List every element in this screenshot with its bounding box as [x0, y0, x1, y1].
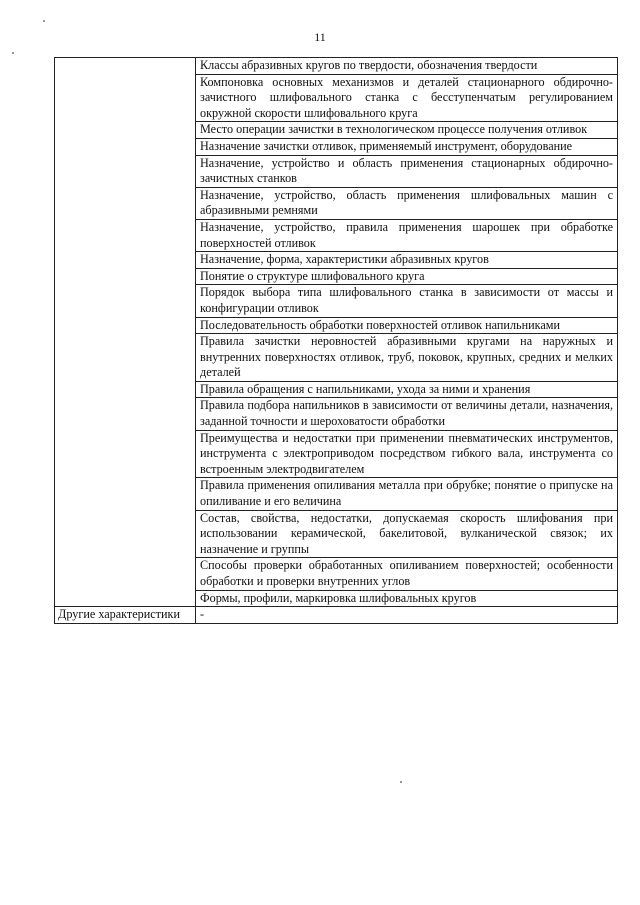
- requirement-item: Правила обращения с напильниками, ухода за ними и хранения: [196, 381, 618, 398]
- requirement-item: Назначение, устройство, область применения шлифовальных машин с абразивными ремнями: [196, 187, 618, 219]
- table-row-other: [55, 607, 618, 624]
- requirement-item: Правила зачистки неровностей абразивными кругами на наружных и внутренних поверхностях отливок, труб, поковок, крупных, средних и мелких деталей: [196, 334, 618, 382]
- requirement-item: Формы, профили, маркировка шлифовальных кругов: [196, 590, 618, 607]
- requirement-item: Понятие о структуре шлифовального круга: [196, 268, 618, 285]
- page-number: 11: [314, 30, 326, 44]
- scan-speck: [400, 781, 402, 783]
- requirement-item: Последовательность обработки поверхностей отливок напильниками: [196, 317, 618, 334]
- requirement-item: Назначение зачистки отливок, применяемый инструмент, оборудование: [196, 138, 618, 155]
- scan-speck: [43, 20, 45, 22]
- requirement-item: Правила подбора напильников в зависимости от величины детали, назначения, заданной точности и шероховатости обработки: [196, 398, 618, 430]
- row-label-cell: [55, 58, 196, 607]
- requirement-item: Порядок выбора типа шлифовального станка в зависимости от массы и конфигурации отливок: [196, 285, 618, 317]
- requirement-item: Назначение, устройство, правила применения шарошек при обработке поверхностей отливок: [196, 219, 618, 251]
- requirement-item: Компоновка основных механизмов и деталей стационарного обдирочно-зачистного шлифовального станка с бесступенчатым регулированием окружной скорости шлифовального круга: [196, 74, 618, 122]
- scan-speck: [12, 52, 14, 54]
- requirement-item: Классы абразивных кругов по твердости, обозначения твердости: [196, 58, 618, 75]
- requirement-item: Преимущества и недостатки при применении пневматических инструментов, инструмента с электроприводом посредством гибкого вала, инструмента со встроенным электродвигателем: [196, 430, 618, 478]
- requirements-table-body: [55, 58, 618, 624]
- other-characteristics-value: -: [196, 607, 618, 624]
- requirement-item: Назначение, устройство и область применения стационарных обдирочно-зачистных станков: [196, 155, 618, 187]
- table-row: [55, 58, 618, 75]
- requirements-table: [54, 57, 618, 624]
- requirement-item: Способы проверки обработанных опиливанием поверхностей; особенности обработки и проверки внутренних углов: [196, 558, 618, 590]
- requirement-item: Правила применения опиливания металла при обрубке; понятие о припуске на опиливание и его величина: [196, 478, 618, 510]
- requirement-item: Место операции зачистки в технологическом процессе получения отливок: [196, 122, 618, 139]
- requirement-item: Назначение, форма, характеристики абразивных кругов: [196, 252, 618, 269]
- other-characteristics-label: Другие характеристики: [55, 607, 196, 624]
- requirement-item: Состав, свойства, недостатки, допускаемая скорость шлифования при использовании керамической, бакелитовой, вулканической связок; их назначение и группы: [196, 510, 618, 558]
